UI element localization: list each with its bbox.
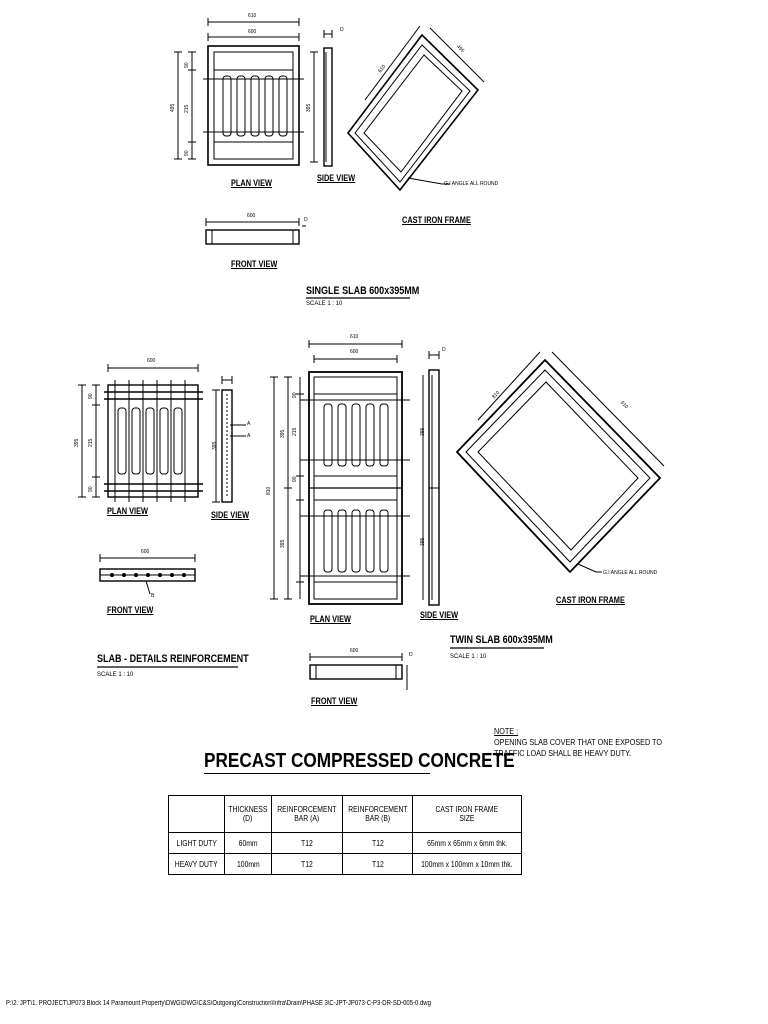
single-cast-iron-frame-label: CAST IRON FRAME	[402, 215, 471, 225]
table-header-row	[169, 796, 522, 833]
marker-a-upper: A	[247, 421, 251, 427]
twin-plan-view-label: PLAN VIEW	[310, 614, 352, 624]
dim-twin-inner-width: 600	[350, 349, 359, 355]
dim-reinf-height: 395	[74, 438, 80, 447]
table-cell: 100mm x 100mm x 10mm thk.	[413, 854, 522, 875]
dim-single-side-height: 395	[306, 103, 312, 112]
twin-plan-view-drawing	[270, 340, 410, 604]
table-header-cell: THICKNESS (D)	[225, 796, 272, 833]
dim-single-front-width: 600	[247, 213, 256, 219]
table-row	[169, 854, 522, 875]
twin-side-view-label: SIDE VIEW	[420, 610, 459, 620]
dim-twin-seg2: 215	[292, 427, 298, 436]
precast-heading: PRECAST COMPRESSED CONCRETE	[204, 750, 515, 772]
dim-twin-overall-width: 610	[350, 334, 359, 340]
single-front-view-label: FRONT VIEW	[231, 259, 278, 269]
single-slab-scale: SCALE 1 : 10	[306, 301, 343, 307]
table-cell: T12	[342, 833, 413, 854]
single-slab-title: SINGLE SLAB 600x395MM	[306, 285, 420, 297]
dim-single-overall-width: 610	[248, 13, 257, 19]
dim-twin-upper: 395	[280, 429, 286, 438]
dim-twin-overall-height: 810	[266, 486, 272, 495]
table-cell: 65mm x 65mm x 6mm thk.	[413, 833, 522, 854]
table-cell: T12	[342, 854, 413, 875]
dim-twin-side-upper: 395	[420, 427, 426, 436]
dim-twin-side-lower: 395	[420, 537, 426, 546]
dim-reinf-seg3: 90	[88, 486, 94, 492]
twin-slab-scale: SCALE 1 : 10	[450, 654, 487, 660]
table-header-cell: CAST IRON FRAME SIZE	[413, 796, 522, 833]
table-cell: 100mm	[225, 854, 272, 875]
dim-twin-lower: 395	[280, 539, 286, 548]
twin-cast-iron-frame-drawing	[457, 352, 664, 572]
note-line-2: TRAFFIC LOAD SHALL BE HEAVY DUTY.	[494, 748, 632, 758]
dim-single-frame-b: 495	[455, 43, 466, 55]
dim-twin-front-width: 600	[350, 648, 359, 654]
dim-single-overall-height: 495	[170, 103, 176, 112]
note-title: NOTE :	[494, 726, 519, 736]
twin-side-view-drawing	[423, 351, 439, 605]
reinforcement-front-view-drawing	[100, 554, 195, 594]
reinforcement-plan-view-label: PLAN VIEW	[107, 506, 149, 516]
note-line-1: OPENING SLAB COVER THAT ONE EXPOSED TO	[494, 737, 662, 747]
dim-twin-seg1: 90	[292, 392, 298, 398]
dim-reinf-side-height: 395	[212, 441, 218, 450]
reinforcement-plan-view-drawing	[78, 364, 203, 502]
table-cell: T12	[271, 854, 342, 875]
single-gi-angle-label: G.I ANGLE ALL ROUND	[444, 181, 499, 187]
reinforcement-title: SLAB - DETAILS REINFORCEMENT	[97, 653, 249, 665]
dim-single-side-thk: D	[340, 27, 344, 33]
dim-reinf-width: 600	[147, 358, 156, 364]
reinforcement-side-view-drawing	[212, 376, 246, 502]
dim-twin-front-thk: D	[409, 652, 413, 658]
dim-single-inner-width: 600	[248, 29, 257, 35]
dim-single-frame-a: 610	[377, 63, 388, 75]
twin-gi-angle-label: G.I ANGLE ALL ROUND	[603, 570, 658, 576]
marker-a-lower: A	[247, 433, 251, 439]
table-cell: T12	[271, 833, 342, 854]
single-side-view-label: SIDE VIEW	[317, 173, 356, 183]
dim-single-seg3: 90	[184, 150, 190, 156]
spec-table	[168, 795, 522, 875]
dim-single-seg2: 215	[184, 104, 190, 113]
table-row	[169, 833, 522, 854]
dim-twin-frame-b: 610	[619, 399, 630, 411]
dim-twin-seg3: 90	[292, 476, 298, 482]
table-header-cell: REINFORCEMENT BAR (A)	[271, 796, 342, 833]
table-cell: 60mm	[225, 833, 272, 854]
general-note	[494, 726, 662, 759]
table-cell: LIGHT DUTY	[169, 833, 225, 854]
dim-single-seg1: 90	[184, 62, 190, 68]
twin-slab-title: TWIN SLAB 600x395MM	[450, 634, 553, 646]
reinforcement-scale: SCALE 1 : 10	[97, 672, 134, 678]
table-cell: HEAVY DUTY	[169, 854, 225, 875]
table-header-cell: REINFORCEMENT BAR (B)	[342, 796, 413, 833]
dim-reinf-seg1: 90	[88, 393, 94, 399]
dim-reinf-seg2: 215	[88, 438, 94, 447]
twin-front-view-drawing	[310, 653, 407, 690]
single-front-view-drawing	[206, 218, 306, 244]
dim-reinf-front-width: 600	[141, 549, 150, 555]
precast-heading-underline	[204, 773, 430, 774]
twin-front-view-label: FRONT VIEW	[311, 696, 358, 706]
single-plan-view-label: PLAN VIEW	[231, 178, 273, 188]
file-path: P:\2. JPT\1. PROJECT\JP073 Block 14 Paramount Property\DWG\DWG\C&S\Outgoing\Construction\Infra\Drain\PHASE 3\C-JPT-JP073-C-P3-DR-SD-005-0.dwg	[6, 1000, 431, 1007]
table-header-cell	[169, 796, 225, 833]
single-side-view-drawing	[310, 30, 332, 166]
dim-twin-side-thk: D	[442, 347, 446, 353]
reinforcement-side-view-label: SIDE VIEW	[211, 510, 250, 520]
reinforcement-front-view-label: FRONT VIEW	[107, 605, 154, 615]
single-plan-view-drawing	[174, 18, 304, 176]
marker-b: B	[151, 593, 155, 599]
twin-cast-iron-frame-label: CAST IRON FRAME	[556, 595, 625, 605]
dim-single-front-thk: D	[304, 217, 308, 223]
dim-twin-frame-a: 810	[491, 389, 502, 401]
